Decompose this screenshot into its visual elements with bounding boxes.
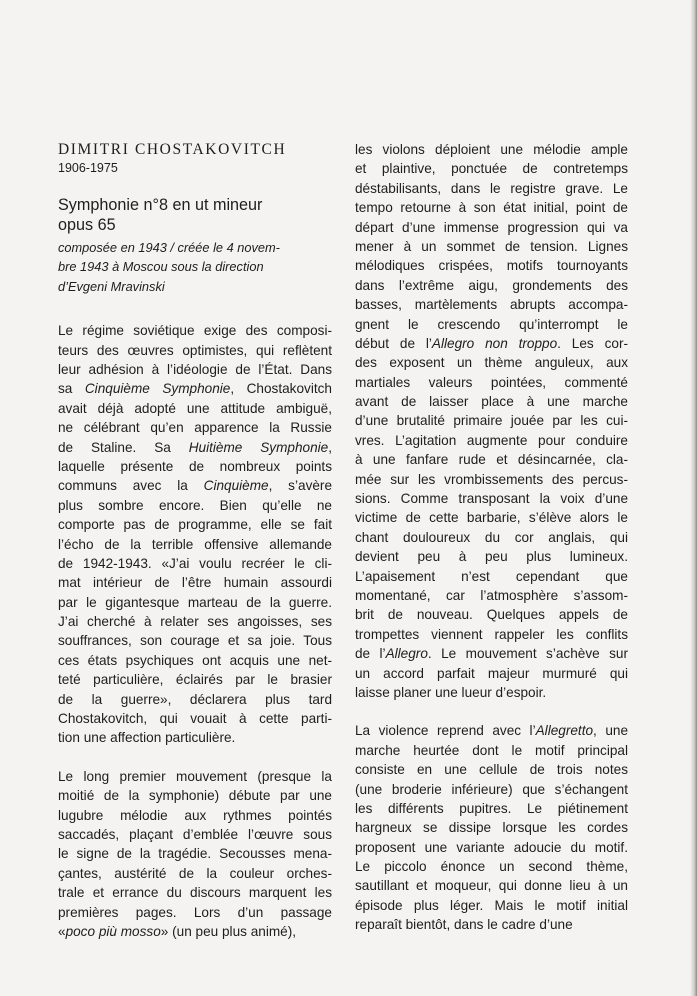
text-line: Le long premier mouvement (presque la bbox=[58, 768, 332, 784]
text-line: reparaît bientôt, dans le cadre d’une bbox=[355, 917, 573, 933]
text-line: tempo retourne à son état initial, point de bbox=[355, 200, 628, 216]
work-details-line-2: bre 1943 à Moscou sous la direction bbox=[58, 259, 264, 275]
text-line: départ d’une immense progression qui va bbox=[355, 219, 628, 235]
paragraph-first-movement bbox=[58, 767, 332, 942]
page-edge-shadow bbox=[690, 0, 697, 996]
text-line: hargneux se dissipe lorsque les cordes bbox=[355, 820, 628, 836]
text-line: laquelle présente de nombreux points bbox=[58, 458, 332, 474]
composer-name: DIMITRI CHOSTAKOVITCH bbox=[58, 141, 287, 158]
left-column bbox=[58, 140, 332, 941]
text-line: souffrances, son courage et sa joie. Tous bbox=[58, 633, 332, 649]
text-line: premières pages. Lors d’un passage bbox=[58, 904, 332, 920]
text-line: sions. Comme transposant la voix d’une bbox=[355, 491, 628, 507]
text-line: Le régime soviétique exige des composi- bbox=[58, 323, 332, 339]
work-details bbox=[58, 238, 332, 296]
text-line: momentané, car l’atmosphère s’assom- bbox=[355, 587, 628, 603]
text-line: début de l’Allegro non troppo. Les cor- bbox=[355, 335, 628, 351]
text-line: les différents pupitres. Le piétinement bbox=[355, 800, 628, 816]
text-line: avait déjà adopté une attitude ambiguë, bbox=[58, 400, 332, 416]
right-column bbox=[355, 140, 628, 935]
text-line: de l’Allegro. Le mouvement s’achève sur bbox=[355, 646, 629, 662]
text-line: un accord parfait majeur murmuré qui bbox=[355, 665, 628, 681]
text-line: tion une affection particulière. bbox=[58, 730, 236, 746]
text-line: teurs des œuvres optimistes, qui reflètent bbox=[58, 342, 332, 358]
work-title bbox=[58, 195, 332, 235]
text-line: chant douloureux du cor anglais, qui bbox=[355, 529, 628, 545]
text-line: communs avec la Cinquième, s’avère bbox=[58, 478, 333, 494]
text-line: à une fanfare rude et désincarnée, cla- bbox=[355, 452, 628, 468]
text-line: consiste en une cellule de trois notes bbox=[355, 762, 628, 778]
text-line: leur adhésion à l’idéologie de l’État. Dans bbox=[58, 362, 332, 377]
text-line: çantes, austérité de la couleur orches- bbox=[58, 865, 332, 881]
text-line: sautillant et moqueur, qui donne lieu à un bbox=[355, 878, 628, 894]
composer-dates: 1906-1975 bbox=[58, 161, 118, 175]
text-line: le signe de la tragédie. Secousses mena- bbox=[58, 846, 332, 862]
work-title-line-2: opus 65 bbox=[58, 216, 116, 234]
text-line: d’une brutalité primaire jouée par les cui- bbox=[355, 413, 628, 429]
text-line: sa Cinquième Symphonie, Chostakovitch bbox=[58, 381, 332, 397]
text-line: trompettes viennent rappeler les conflits bbox=[355, 626, 628, 642]
text-line: martiales valeurs pointées, commenté bbox=[355, 374, 628, 390]
text-line: de 1942-1943. «J’ai voulu recréer le cli- bbox=[58, 555, 332, 571]
text-line: et plaintive, ponctuée de contretemps bbox=[355, 161, 628, 177]
text-line: ne célébrant qu’en apparence la Russie bbox=[58, 420, 332, 436]
text-line: l’écho de la terrible offensive allemande bbox=[58, 536, 332, 552]
paragraph-intro bbox=[58, 321, 332, 748]
text-line: trale et errance du discours marquent les bbox=[58, 885, 332, 901]
text-line: déstabilisants, dans le registre grave. Le bbox=[355, 180, 628, 196]
work-title-line-1: Symphonie n°8 en ut mineur bbox=[58, 196, 263, 214]
text-line: lugubre mélodie aux rythmes pointés bbox=[58, 807, 332, 823]
text-line: plus sombre encore. Bien qu’elle ne bbox=[58, 497, 332, 513]
text-line: par le gigantesque marteau de la guerre. bbox=[58, 594, 332, 610]
text-line: devient peu à peu plus lumineux. bbox=[355, 549, 628, 565]
text-line: gnent le crescendo qu’interrompt le bbox=[355, 316, 628, 332]
text-line: Chostakovitch, qui vouait à cette parti- bbox=[58, 711, 332, 727]
work-details-line-3: d’Evgeni Mravinski bbox=[58, 278, 165, 294]
text-line: de Staline. Sa Huitième Symphonie, bbox=[58, 439, 332, 455]
text-line: Le piccolo énonce un second thème, bbox=[355, 859, 628, 875]
text-line: brit de nouveau. Quelques appels de bbox=[355, 607, 628, 623]
text-line: laisse planer une lueur d’espoir. bbox=[355, 684, 547, 700]
text-line: dans l’extrême aigu, grondements des bbox=[355, 277, 628, 293]
text-line: mée sur les vrombissements des percus- bbox=[355, 471, 628, 487]
text-line: J’ai cherché à relater ses angoisses, ses bbox=[58, 614, 332, 630]
text-line: vres. L’agitation augmente pour conduire bbox=[355, 432, 628, 448]
text-line: mat intérieur de l’être humain assourdi bbox=[58, 575, 332, 591]
text-line: les violons déploient une mélodie ample bbox=[355, 142, 628, 157]
text-line: épisode plus léger. Mais le motif initial bbox=[355, 897, 628, 913]
text-line: proposent une variante adoucie du motif. bbox=[355, 839, 628, 855]
work-details-line-1: composée en 1943 / créée le 4 novem- bbox=[58, 240, 280, 255]
paragraph-allegretto bbox=[355, 721, 628, 934]
text-line: des exposent un thème anguleux, aux bbox=[355, 355, 628, 371]
text-line: avant de laisser place à une marche bbox=[355, 394, 628, 410]
text-line: mélodiques crispées, motifs tournoyants bbox=[355, 258, 628, 274]
text-line: saccadés, plaçant d’emblée l’œuvre sous bbox=[58, 826, 332, 842]
text-line: La violence reprend avec l’Allegretto, une bbox=[355, 723, 629, 739]
text-line: comporte pas de programme, elle se fait bbox=[58, 517, 332, 533]
paragraph-first-movement-continued bbox=[355, 140, 628, 702]
text-line: ces états psychiques ont acquis une net- bbox=[58, 652, 332, 668]
text-line: mener à un sommet de tension. Lignes bbox=[355, 238, 628, 254]
text-line: victime de cette barbarie, s’élève alors le bbox=[355, 510, 628, 526]
text-line: de la guerre», déclarera plus tard bbox=[58, 691, 332, 707]
text-line: teté particulière, éclairés par le brasier bbox=[58, 672, 332, 688]
text-line: L’apaisement n’est cependant que bbox=[355, 568, 628, 584]
text-line: basses, martèlements abrupts accompa- bbox=[355, 297, 628, 313]
text-line: marche heurtée dont le motif principal bbox=[355, 742, 628, 758]
text-line: moitié de la symphonie) débute par une bbox=[58, 788, 332, 804]
text-line: «poco più mosso» (un peu plus animé), bbox=[58, 923, 297, 939]
text-line: (une broderie inférieure) que s’échangent bbox=[355, 781, 628, 797]
